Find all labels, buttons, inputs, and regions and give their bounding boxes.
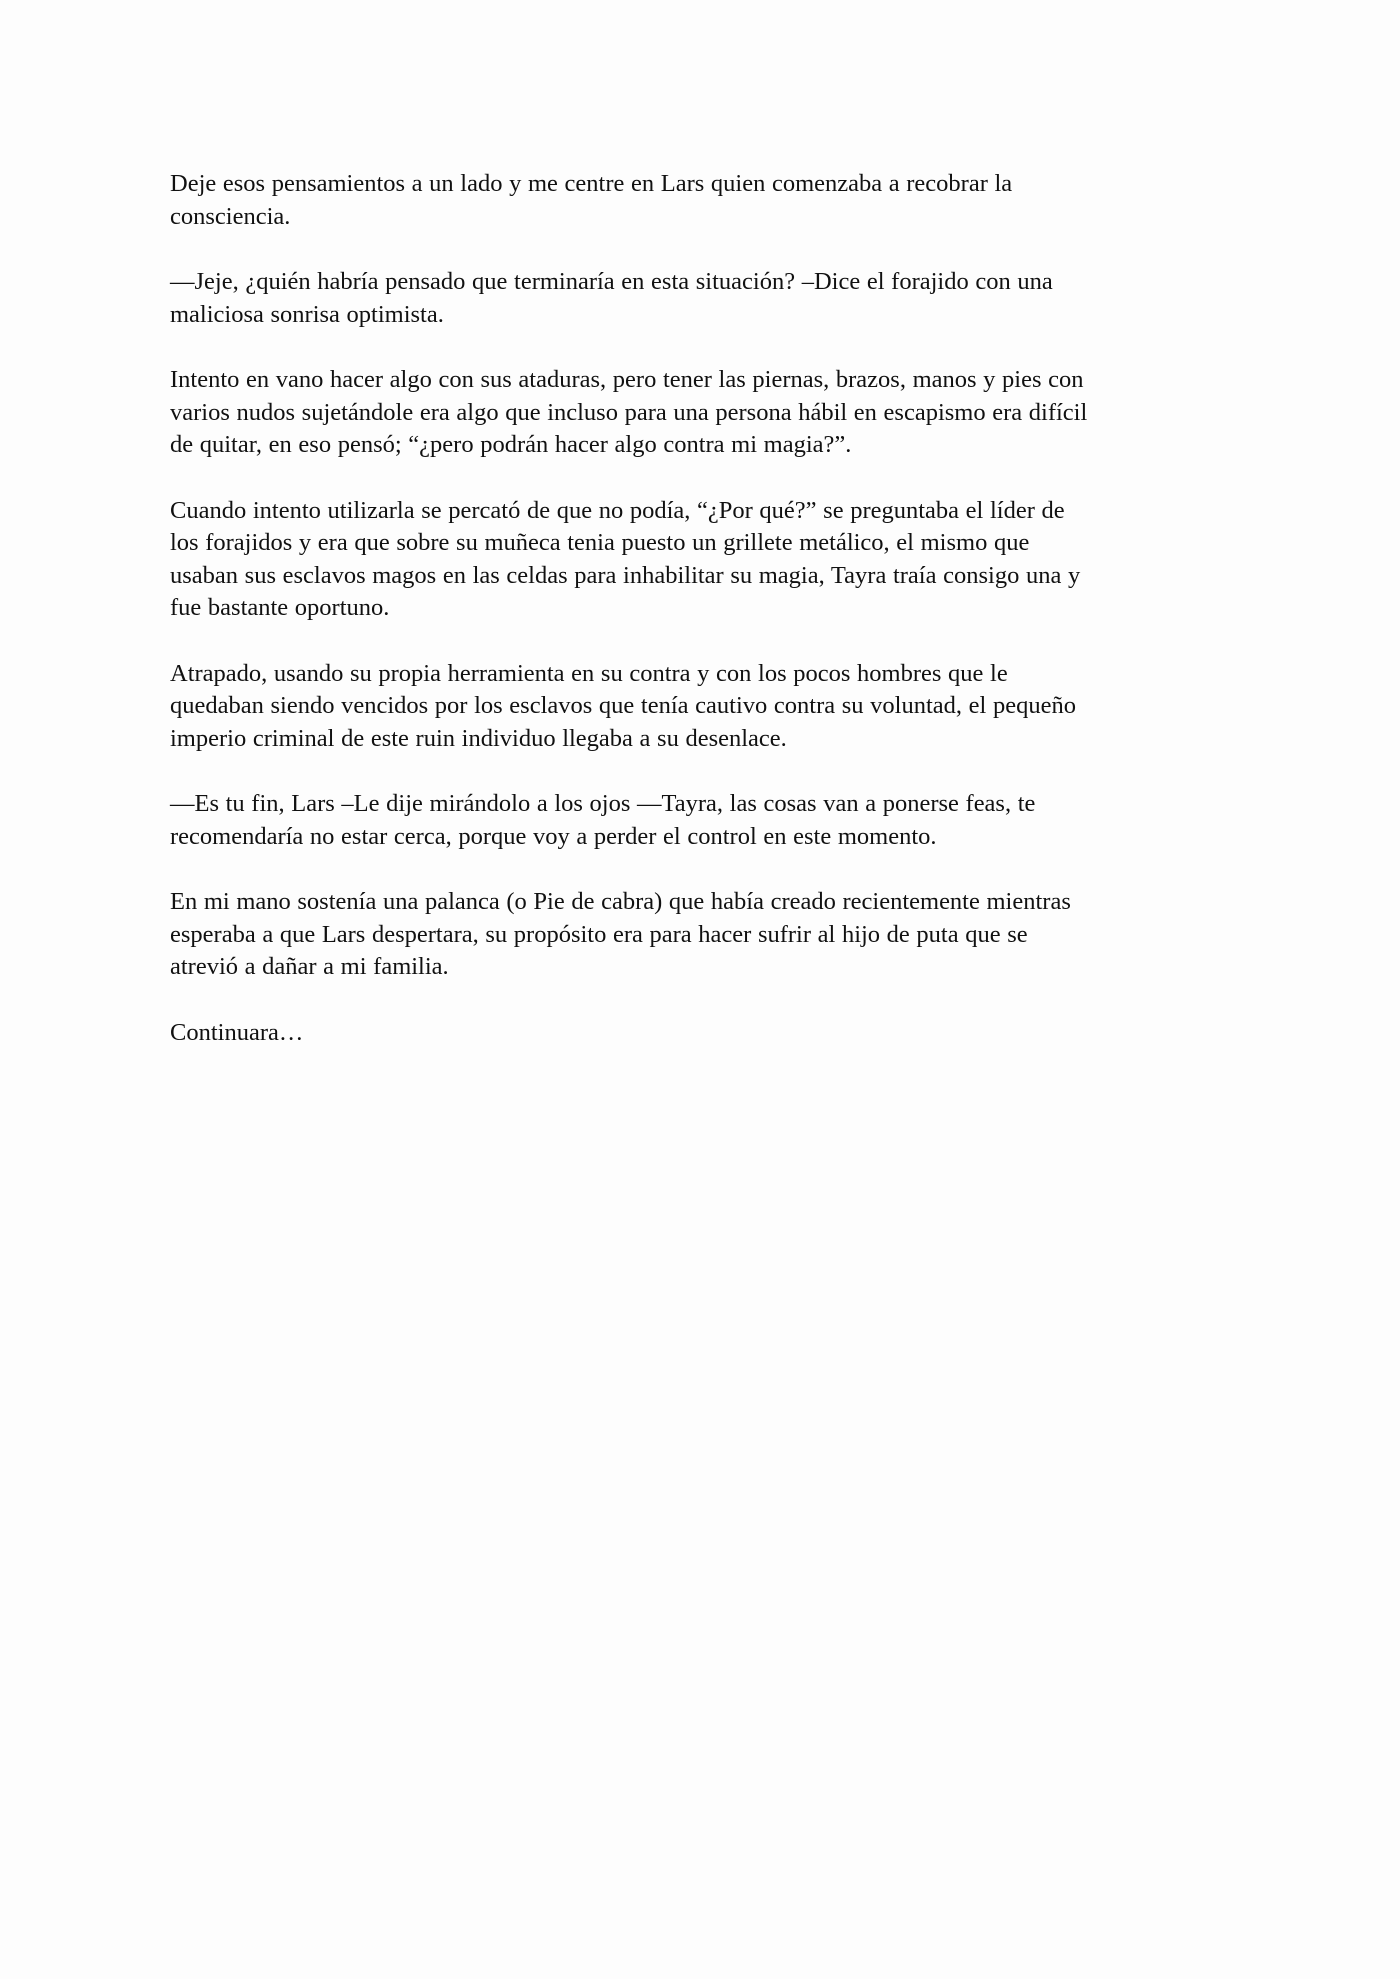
paragraph: —Jeje, ¿quién habría pensado que terminaría en esta situación? –Dice el forajido con una maliciosa sonrisa optimista.: [170, 268, 1053, 328]
paragraph: Intento en vano hacer algo con sus ataduras, pero tener las piernas, brazos, manos y pies con varios nudos sujetándole era algo que incluso para una persona hábil en escapismo era difícil de quitar, en eso pensó; “¿pero podrán hacer algo contra mi magia?”.: [170, 366, 1088, 458]
paragraph: Atrapado, usando su propia herramienta en su contra y con los pocos hombres que le quedaban siendo vencidos por los esclavos que tenía cautivo contra su voluntad, el pequeño imperio criminal de este ruin individuo llegaba a su desenlace.: [170, 659, 1076, 752]
paragraph: Deje esos pensamientos a un lado y me centre en Lars quien comenzaba a recobrar la consciencia.: [170, 170, 1013, 230]
document-body: [170, 168, 1240, 1082]
paragraph: Cuando intento utilizarla se percató de que no podía, “¿Por qué?” se preguntaba el líder de los forajidos y era que sobre su muñeca tenia puesto un grillete metálico, el mismo que usaban sus esclavos magos en las celdas para inhabilitar su magia, Tayra traía consigo una y fue bastante oportuno.: [170, 496, 1081, 621]
paragraph: En mi mano sostenía una palanca (o Pie de cabra) que había creado recientemente mientras esperaba a que Lars despertara, su propósito era para hacer sufrir al hijo de puta que se atrevió a dañar a mi familia.: [170, 888, 1071, 980]
paragraph: —Es tu fin, Lars –Le dije mirándolo a los ojos —Tayra, las cosas van a ponerse feas, te recomendaría no estar cerca, porque voy a perder el control en este momento.: [170, 790, 1036, 850]
closing-text: Continuara…: [170, 1018, 304, 1046]
